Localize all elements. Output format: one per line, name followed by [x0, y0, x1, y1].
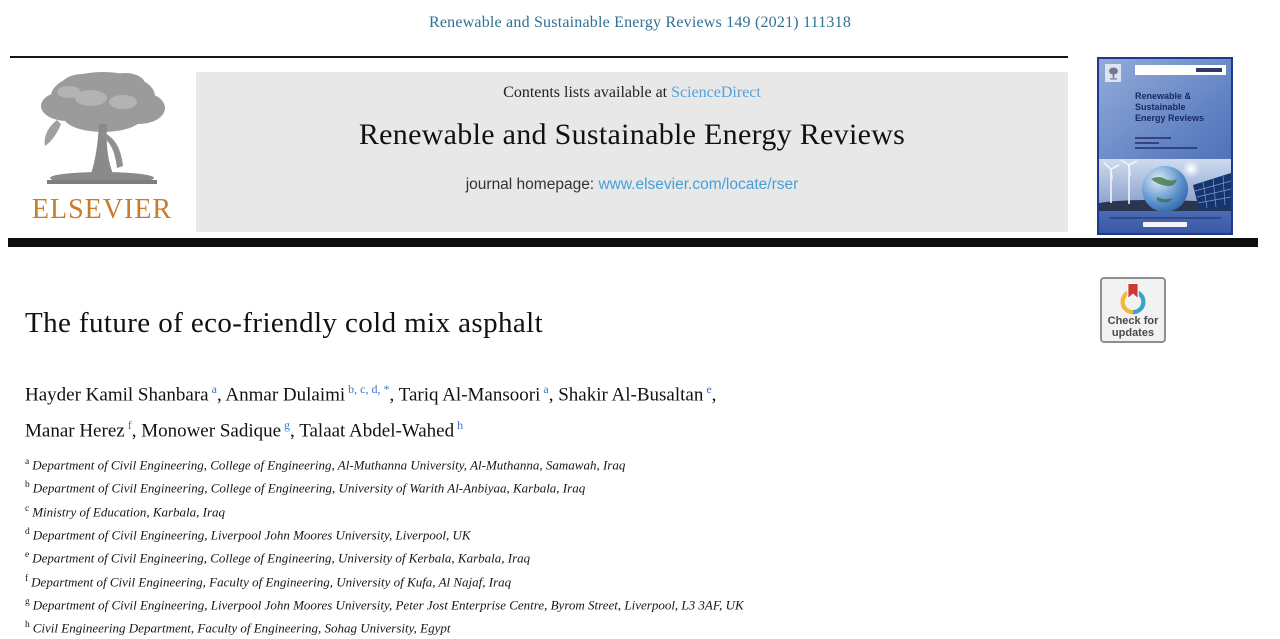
affiliation-superscript: d [25, 526, 30, 537]
check-for-updates-badge[interactable] [1100, 277, 1166, 343]
affiliation-text: Department of Civil Engineering, College of Engineering, Al-Muthanna University, Al-Muthanna, Samawah, Iraq [32, 457, 626, 473]
author-name: Hayder Kamil Shanbara [25, 384, 209, 406]
homepage-label: journal homepage: [465, 176, 595, 193]
author-name: Shakir Al-Busaltan [558, 384, 704, 406]
elsevier-wordmark: ELSEVIER [31, 194, 173, 225]
cover-title: Renewable & Sustainable Energy Reviews [1135, 91, 1205, 123]
crossmark-icon [1116, 282, 1150, 316]
author-superscript: f [127, 418, 132, 433]
affiliation-superscript: g [25, 596, 30, 607]
contents-prefix: Contents lists available at [503, 84, 668, 101]
homepage-line [196, 176, 1068, 194]
elsevier-tree-icon [27, 62, 177, 196]
affiliation-row [25, 499, 1125, 522]
author-superscript: e [706, 382, 712, 396]
sciencedirect-link[interactable]: ScienceDirect [671, 84, 761, 101]
affiliation-superscript: a [25, 457, 30, 467]
author-name: Manar Herez [25, 420, 125, 442]
journal-title: Renewable and Sustainable Energy Reviews [358, 118, 906, 151]
cover-issn-bar [1135, 65, 1226, 75]
cover-footer [1099, 211, 1231, 233]
journal-citation: Renewable and Sustainable Energy Reviews 149 (2021) 111318 [428, 14, 852, 31]
affiliation-row [25, 522, 1125, 545]
masthead-bottom-bar [8, 238, 1258, 247]
author-superscript: b, c, d, * [348, 382, 390, 396]
affiliation-text: Department of Civil Engineering, Liverpool John Moores University, Peter Jost Enterprise Centre, Byrom Street, Liverpool, L3 3AF, UK [32, 597, 744, 613]
journal-cover-thumbnail [1097, 57, 1233, 235]
cover-photo [1099, 159, 1231, 215]
affiliation-superscript: e [25, 550, 30, 561]
affiliation-row [25, 545, 1125, 568]
crossmark-label-line1: Check for [1107, 315, 1159, 327]
affiliation-row [25, 452, 1125, 475]
elsevier-logo [10, 60, 194, 232]
affiliation-text: Department of Civil Engineering, College of Engineering, University of Kerbala, Karbala, Iraq [32, 550, 531, 566]
affiliation-row [25, 592, 1125, 615]
author-superscript: h [457, 418, 464, 433]
affiliation-superscript: b [25, 480, 30, 491]
affiliation-superscript: h [25, 620, 30, 631]
affiliation-text: Ministry of Education, Karbala, Iraq [32, 503, 226, 519]
author-name: Talaat Abdel-Wahed [299, 420, 455, 442]
contents-line [196, 84, 1068, 102]
affiliation-text: Department of Civil Engineering, Liverpool John Moores University, Liverpool, UK [32, 527, 471, 543]
author-superscript: a [543, 382, 549, 396]
cover-tree-icon [1105, 64, 1121, 82]
cover-editor-lines [1135, 137, 1197, 152]
author-superscript: a [211, 382, 217, 396]
author-list: Hayder Kamil Shanbara $^a$, Anmar Dulaimi $^{b, c, d, *}$, Tariq Al-Mansoori $^a$, Shakir Al-Busaltan $^e$, Manar Herez $^f$, Monower Sadique $^g$, Talaat Abdel-Wahed $^h$ [25, 382, 717, 442]
author-name: Monower Sadique [141, 420, 282, 442]
author-superscript: g [284, 418, 291, 433]
author-name: Tariq Al-Mansoori [398, 384, 541, 406]
header-top-rule [10, 56, 1068, 58]
affiliation-text: Department of Civil Engineering, Faculty of Engineering, University of Kufa, Al Najaf, Iraq [31, 573, 512, 589]
article-title: The future of eco-friendly cold mix asphalt [25, 307, 544, 339]
crossmark-label-line2: updates [1111, 326, 1155, 339]
homepage-link[interactable]: www.elsevier.com/locate/rser [598, 176, 799, 193]
affiliation-row [25, 615, 1125, 638]
affiliation-row [25, 569, 1125, 592]
affiliation-text: Civil Engineering Department, Faculty of Engineering, Sohag University, Egypt [32, 620, 451, 636]
affiliation-superscript: c [25, 503, 30, 514]
affiliation-row [25, 475, 1125, 498]
author-name: Anmar Dulaimi [225, 384, 346, 406]
affiliation-superscript: f [25, 573, 29, 584]
affiliation-list [25, 452, 1125, 639]
affiliation-text: Department of Civil Engineering, College of Engineering, University of Warith Al-Anbiyaa, Karbala, Iraq [32, 480, 586, 496]
masthead-banner [196, 72, 1068, 232]
